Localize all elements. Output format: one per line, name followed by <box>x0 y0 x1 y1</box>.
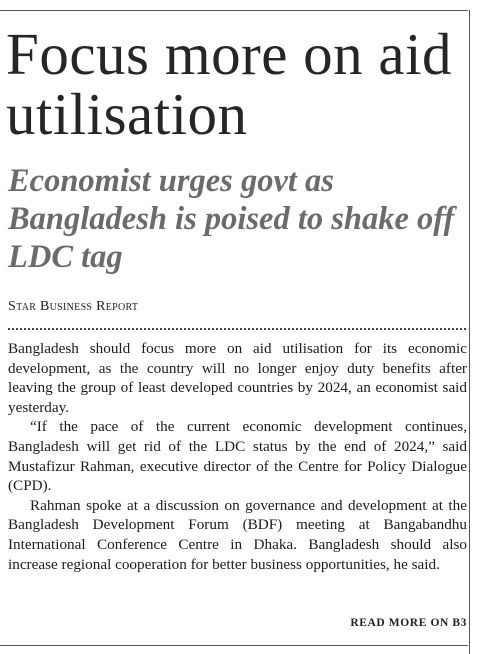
paragraph-3: Rahman spoke at a discussion on governance and development at the Bangladesh Development Forum (BDF) meeting at Bangabandhu International Conference Centre in Dhaka. Bangladesh should also increase regional cooperation for better business opportunities, he said. <box>8 496 467 573</box>
article-body <box>8 339 467 574</box>
bottom-rule <box>0 645 468 646</box>
byline: Star Business Report <box>8 299 139 314</box>
top-rule <box>0 10 468 11</box>
paragraph-2: “If the pace of the current economic development continues, Bangladesh will get rid of the LDC status by the end of 2024,” said Mustafizur Rahman, executive director of the Centre for Policy Dialogue (CPD). <box>8 418 467 495</box>
paragraph-1: Bangladesh should focus more on aid utilisation for its economic development, as the country will no longer enjoy duty benefits after leaving the group of least developed countries by 2024, an economist said yesterday. <box>8 340 467 416</box>
subheadline: Economist urges govt as Bangladesh is poised to shake off LDC tag <box>8 163 455 275</box>
read-more-link[interactable]: READ MORE ON B3 <box>350 617 467 629</box>
headline: Focus more on aid utilisation <box>6 21 453 147</box>
dotted-divider <box>8 328 466 330</box>
column-rule <box>469 10 470 654</box>
